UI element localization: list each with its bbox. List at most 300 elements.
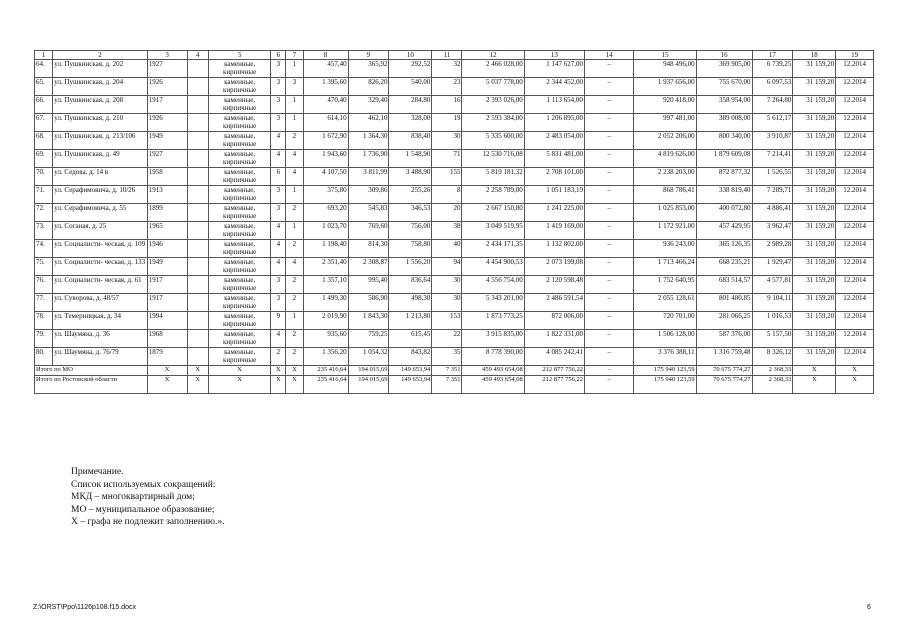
table-cell: 948 496,00 <box>634 60 696 78</box>
table-cell: 1 937 656,00 <box>634 78 696 96</box>
address-cell: ул. Шаумяна, д. 36 <box>53 330 148 348</box>
column-number-cell: 2 <box>53 51 148 60</box>
table-cell: 769,60 <box>348 222 389 240</box>
table-cell: 4 085 242,41 <box>524 348 584 366</box>
table-cell: – <box>584 294 633 312</box>
totals-cell: X <box>836 366 874 376</box>
table-cell: 1 025 853,00 <box>634 204 696 222</box>
totals-cell: 194 015,69 <box>348 366 389 376</box>
totals-cell: X <box>286 366 303 376</box>
table-cell: 1946 <box>147 240 187 258</box>
totals-label: Итого по Ростовской области <box>35 376 148 394</box>
totals-row <box>35 366 874 376</box>
table-cell: 470,40 <box>303 96 348 114</box>
column-number-cell: 8 <box>303 51 348 60</box>
table-cell: 3 376 388,11 <box>634 348 696 366</box>
table-row <box>35 114 874 132</box>
table-cell: 2 <box>286 330 303 348</box>
address-cell: ул. Шаумяна, д. 76/79 <box>53 348 148 366</box>
table-cell: 31 159,20 <box>793 132 836 150</box>
table-cell <box>187 258 208 276</box>
note-x: Х – графа не подлежит заполнению.». <box>71 517 225 527</box>
table-cell: 12.2014 <box>836 60 874 78</box>
table-cell: 615,45 <box>389 330 432 348</box>
wall-material-cell: каменные, кирпичные <box>209 222 271 240</box>
table-cell: 12.2014 <box>836 168 874 186</box>
column-number-cell: 9 <box>348 51 389 60</box>
table-cell: 71. <box>35 186 53 204</box>
table-cell: 75. <box>35 258 53 276</box>
table-cell: 1 736,90 <box>348 150 389 168</box>
table-cell <box>187 60 208 78</box>
table-cell: 995,40 <box>348 276 389 294</box>
table-cell: 284,80 <box>389 96 432 114</box>
address-cell: ул. Социалисти- ческая, д. 61 <box>53 276 148 294</box>
table-cell: 457 429,95 <box>696 222 752 240</box>
table-cell: 12.2014 <box>836 276 874 294</box>
table-cell: 67. <box>35 114 53 132</box>
table-cell <box>187 204 208 222</box>
address-cell: ул. Седова, д. 14 в <box>53 168 148 186</box>
table-row <box>35 168 874 186</box>
table-cell: 20 <box>432 204 462 222</box>
table-cell: 5 343 201,00 <box>462 294 524 312</box>
table-cell: 1927 <box>147 60 187 78</box>
table-cell: 1 929,47 <box>752 258 793 276</box>
table-row <box>35 222 874 240</box>
table-cell: 31 159,20 <box>793 204 836 222</box>
table-cell: 338 819,40 <box>696 186 752 204</box>
totals-cell: X <box>793 376 836 394</box>
table-cell: 1926 <box>147 78 187 96</box>
table-row <box>35 276 874 294</box>
totals-cell: X <box>209 366 271 376</box>
table-cell: – <box>584 276 633 294</box>
table-cell: 16 <box>432 96 462 114</box>
totals-cell: 459 493 654,08 <box>462 376 524 394</box>
address-cell: ул. Пушкинская, д. 208 <box>53 96 148 114</box>
table-cell: 4 <box>271 330 286 348</box>
table-cell: 1 556,20 <box>389 258 432 276</box>
column-number-cell: 18 <box>793 51 836 60</box>
table-cell: 1965 <box>147 222 187 240</box>
table-cell: 1949 <box>147 132 187 150</box>
table-cell: 800 340,00 <box>696 132 752 150</box>
table-cell: 1 132 802,00 <box>524 240 584 258</box>
table-cell: 6 <box>271 168 286 186</box>
totals-cell: X <box>147 376 187 394</box>
table-cell: 4 886,41 <box>752 204 793 222</box>
table-cell: 30 <box>432 132 462 150</box>
footer-file-path: Z:\ORST\Ppo\1126p108.f15.docx <box>33 604 136 611</box>
table-cell: 1 023,70 <box>303 222 348 240</box>
table-cell: 1 356,20 <box>303 348 348 366</box>
table-cell: 79. <box>35 330 53 348</box>
table-cell: 2 434 171,35 <box>462 240 524 258</box>
table-cell: 920 418,00 <box>634 96 696 114</box>
table-cell <box>187 114 208 132</box>
wall-material-cell: каменные, кирпичные <box>209 276 271 294</box>
totals-row <box>35 376 874 394</box>
table-cell <box>187 240 208 258</box>
address-cell: ул. Соганая, д. 25 <box>53 222 148 240</box>
table-cell: 66. <box>35 96 53 114</box>
table-cell: 73. <box>35 222 53 240</box>
wall-material-cell: каменные, кирпичные <box>209 258 271 276</box>
table-cell: 6 739,25 <box>752 60 793 78</box>
table-cell: 31 159,20 <box>793 114 836 132</box>
totals-cell: 149 653,94 <box>389 376 432 394</box>
table-cell: 3 <box>271 78 286 96</box>
table-cell: 9 <box>271 312 286 330</box>
table-cell: 826,20 <box>348 78 389 96</box>
table-cell: 545,83 <box>348 204 389 222</box>
totals-cell: X <box>187 376 208 394</box>
table-cell: – <box>584 132 633 150</box>
table-cell: 1917 <box>147 294 187 312</box>
table-cell: 31 159,20 <box>793 276 836 294</box>
table-cell: 755 670,00 <box>696 78 752 96</box>
table-cell: 74. <box>35 240 53 258</box>
totals-cell: 7 351 <box>432 366 462 376</box>
table-cell: 12.2014 <box>836 186 874 204</box>
table-cell: 309,86 <box>348 186 389 204</box>
column-number-cell: 17 <box>752 51 793 60</box>
table-row <box>35 96 874 114</box>
address-cell: ул. Социалисти- ческая, д. 109 <box>53 240 148 258</box>
table-cell: 12.2014 <box>836 132 874 150</box>
totals-cell: 235 416,64 <box>303 376 348 394</box>
table-cell: 12.2014 <box>836 348 874 366</box>
table-cell: – <box>584 204 633 222</box>
table-cell: 668 235,21 <box>696 258 752 276</box>
wall-material-cell: каменные, кирпичные <box>209 114 271 132</box>
table-cell: 365,92 <box>348 60 389 78</box>
table-row <box>35 78 874 96</box>
table-row <box>35 294 874 312</box>
table-cell: 3 <box>271 276 286 294</box>
column-number-cell: 14 <box>584 51 633 60</box>
table-cell: – <box>584 168 633 186</box>
table-cell: 1 213,80 <box>389 312 432 330</box>
table-cell: 872 877,32 <box>696 168 752 186</box>
table-cell: 292,52 <box>389 60 432 78</box>
table-cell: – <box>584 222 633 240</box>
table-cell <box>187 312 208 330</box>
table-row <box>35 204 874 222</box>
table-cell: 498,30 <box>389 294 432 312</box>
wall-material-cell: каменные, кирпичные <box>209 204 271 222</box>
table-cell: 3 488,90 <box>389 168 432 186</box>
table-cell: 457,40 <box>303 60 348 78</box>
table-cell: 400 072,80 <box>696 204 752 222</box>
table-cell: 40 <box>432 240 462 258</box>
table-cell: 6 097,53 <box>752 78 793 96</box>
table-cell: 1 879 609,08 <box>696 150 752 168</box>
table-cell: 5 335 600,00 <box>462 132 524 150</box>
table-cell: 1 147 627,00 <box>524 60 584 78</box>
table-cell: 3 <box>271 186 286 204</box>
table-cell: 2 <box>286 204 303 222</box>
table-cell: 1926 <box>147 114 187 132</box>
totals-cell: X <box>271 366 286 376</box>
table-cell: 3 <box>271 294 286 312</box>
table-cell: 2 073 199,08 <box>524 258 584 276</box>
table-cell: 997 481,00 <box>634 114 696 132</box>
table-cell: 2 483 054,00 <box>524 132 584 150</box>
table-cell: 1994 <box>147 312 187 330</box>
table-cell: 31 159,20 <box>793 186 836 204</box>
table-cell <box>187 330 208 348</box>
address-cell: ул. Пушкинская, д. 210 <box>53 114 148 132</box>
table-cell: 814,30 <box>348 240 389 258</box>
table-cell: 346,53 <box>389 204 432 222</box>
totals-cell: 149 653,94 <box>389 366 432 376</box>
table-cell: 328,00 <box>389 114 432 132</box>
totals-cell: – <box>584 376 633 394</box>
table-cell: 4 454 900,53 <box>462 258 524 276</box>
table-cell: 2 <box>286 294 303 312</box>
address-cell: ул. Суворова, д. 48/57 <box>53 294 148 312</box>
table-cell: 1 316 759,48 <box>696 348 752 366</box>
table-cell: 2 120 598,48 <box>524 276 584 294</box>
table-cell: 12.2014 <box>836 204 874 222</box>
table-cell: 3 <box>271 114 286 132</box>
table-cell: 31 159,20 <box>793 294 836 312</box>
wall-material-cell: каменные, кирпичные <box>209 240 271 258</box>
totals-label: Итого по МО <box>35 366 148 376</box>
table-cell: 31 159,20 <box>793 348 836 366</box>
table-cell: 4 <box>271 258 286 276</box>
table-cell: – <box>584 114 633 132</box>
column-number-cell: 3 <box>147 51 187 60</box>
table-cell: 4 556 754,00 <box>462 276 524 294</box>
table-cell: 2 593 384,00 <box>462 114 524 132</box>
table-cell: 1958 <box>147 168 187 186</box>
table-cell: 720 701,00 <box>634 312 696 330</box>
table-cell: 1 198,40 <box>303 240 348 258</box>
table-cell: – <box>584 330 633 348</box>
column-number-cell: 5 <box>209 51 271 60</box>
table-cell: 2 <box>271 348 286 366</box>
table-cell: 1 <box>286 222 303 240</box>
note-abbreviations-heading: Список используемых сокращений: <box>71 479 216 490</box>
address-cell: ул. Пушкинская, д. 204 <box>53 78 148 96</box>
table-cell: 1 822 331,00 <box>524 330 584 348</box>
totals-cell: 235 416,64 <box>303 366 348 376</box>
table-cell: 614,10 <box>303 114 348 132</box>
table-cell: 12 530 716,08 <box>462 150 524 168</box>
table-cell: 5 157,50 <box>752 330 793 348</box>
table-cell: 369 905,00 <box>696 60 752 78</box>
table-cell: 1 <box>286 186 303 204</box>
table-cell <box>187 222 208 240</box>
table-cell: 65. <box>35 78 53 96</box>
table-cell: 2 308,87 <box>348 258 389 276</box>
table-cell: – <box>584 60 633 78</box>
table-cell: 12.2014 <box>836 96 874 114</box>
table-cell: 72. <box>35 204 53 222</box>
table-cell: 8 <box>432 186 462 204</box>
wall-material-cell: каменные, кирпичные <box>209 294 271 312</box>
table-cell: 94 <box>432 258 462 276</box>
note-mo: МО – муниципальное образование; <box>71 504 215 515</box>
table-cell: – <box>584 258 633 276</box>
address-cell: ул. Пушкинская, д. 49 <box>53 150 148 168</box>
header-row <box>35 51 874 60</box>
table-cell: 1 752 640,95 <box>634 276 696 294</box>
address-cell: ул. Социалисти- ческая, д. 133 <box>53 258 148 276</box>
table-cell: 12.2014 <box>836 114 874 132</box>
wall-material-cell: каменные, кирпичные <box>209 330 271 348</box>
table-cell: 7 264,80 <box>752 96 793 114</box>
table-cell: 586,90 <box>348 294 389 312</box>
table-cell: 4 819 626,00 <box>634 150 696 168</box>
table-cell: 12.2014 <box>836 150 874 168</box>
table-cell: 756,00 <box>389 222 432 240</box>
table-cell: 255,26 <box>389 186 432 204</box>
table-cell <box>187 132 208 150</box>
table-cell: 365 126,35 <box>696 240 752 258</box>
table-row <box>35 150 874 168</box>
table-cell <box>187 294 208 312</box>
table-cell: 1 713 466,24 <box>634 258 696 276</box>
wall-material-cell: каменные, кирпичные <box>209 312 271 330</box>
wall-material-cell: каменные, кирпичные <box>209 348 271 366</box>
table-cell: 3 049 519,95 <box>462 222 524 240</box>
table-cell: 1913 <box>147 186 187 204</box>
address-cell: ул. Серафимовича, д. 10/26 <box>53 186 148 204</box>
table-cell: 329,40 <box>348 96 389 114</box>
table-cell: 3 <box>271 96 286 114</box>
table-cell: 5 819 181,32 <box>462 168 524 186</box>
table-cell: 1 206 895,00 <box>524 114 584 132</box>
table-cell: 1 054,32 <box>348 348 389 366</box>
table-cell: 31 159,20 <box>793 222 836 240</box>
table-cell: 69. <box>35 150 53 168</box>
table-cell: 2 466 028,00 <box>462 60 524 78</box>
table-cell: 5 831 481,00 <box>524 150 584 168</box>
table-cell: 70. <box>35 168 53 186</box>
table-cell: 1 499,30 <box>303 294 348 312</box>
column-number-cell: 16 <box>696 51 752 60</box>
address-cell: ул. Пушкинская, д. 202 <box>53 60 148 78</box>
table-cell: 30 <box>432 276 462 294</box>
table-cell: 19 <box>432 114 462 132</box>
table-row <box>35 312 874 330</box>
table-cell: 587 376,00 <box>696 330 752 348</box>
table-cell: 31 159,20 <box>793 312 836 330</box>
table-cell: 3 915 835,00 <box>462 330 524 348</box>
table-cell: – <box>584 348 633 366</box>
table-cell: 38 <box>432 222 462 240</box>
table-cell: 9 104,11 <box>752 294 793 312</box>
table-cell: 540,00 <box>389 78 432 96</box>
table-cell: 80. <box>35 348 53 366</box>
table-cell: 1 <box>286 96 303 114</box>
column-number-cell: 15 <box>634 51 696 60</box>
table-row <box>35 258 874 276</box>
table-cell: 4 577,81 <box>752 276 793 294</box>
table-cell: 12.2014 <box>836 312 874 330</box>
table-cell: 1927 <box>147 150 187 168</box>
table-cell: 2 055 128,61 <box>634 294 696 312</box>
table-cell: 155 <box>432 168 462 186</box>
table-cell: 31 159,20 <box>793 330 836 348</box>
table-cell: 1917 <box>147 276 187 294</box>
totals-cell: X <box>793 366 836 376</box>
table-cell: – <box>584 186 633 204</box>
table-row <box>35 330 874 348</box>
table-cell: 12.2014 <box>836 78 874 96</box>
wall-material-cell: каменные, кирпичные <box>209 168 271 186</box>
totals-cell: X <box>209 376 271 394</box>
table-cell: 4 <box>286 258 303 276</box>
table-cell: 8 326,12 <box>752 348 793 366</box>
totals-cell: 70 675 774,27 <box>696 366 752 376</box>
wall-material-cell: каменные, кирпичные <box>209 132 271 150</box>
table-cell <box>187 168 208 186</box>
table-cell: 1 364,30 <box>348 132 389 150</box>
table-cell: 32 <box>432 60 462 78</box>
table-cell: 2 989,28 <box>752 240 793 258</box>
column-number-cell: 7 <box>286 51 303 60</box>
table-cell: 3 910,87 <box>752 132 793 150</box>
table-cell: 31 159,20 <box>793 60 836 78</box>
totals-cell: X <box>286 376 303 394</box>
column-number-cell: 12 <box>462 51 524 60</box>
table-cell: 759,25 <box>348 330 389 348</box>
table-cell: 5 612,17 <box>752 114 793 132</box>
table-cell: 843,82 <box>389 348 432 366</box>
wall-material-cell: каменные, кирпичные <box>209 150 271 168</box>
table-cell: 2 344 452,00 <box>524 78 584 96</box>
table-cell <box>187 78 208 96</box>
table-cell: 389 008,00 <box>696 114 752 132</box>
table-cell: 1 395,60 <box>303 78 348 96</box>
table-cell: 1917 <box>147 96 187 114</box>
table-cell: 683 514,57 <box>696 276 752 294</box>
address-cell: ул. Темерницкая, д. 34 <box>53 312 148 330</box>
table-cell: 375,80 <box>303 186 348 204</box>
table-cell: 2 <box>286 348 303 366</box>
table-cell <box>187 150 208 168</box>
column-number-cell: 4 <box>187 51 208 60</box>
housing-table <box>34 50 874 394</box>
table-cell: – <box>584 240 633 258</box>
table-cell: 4 <box>286 150 303 168</box>
table-cell <box>187 276 208 294</box>
table-cell: 1879 <box>147 348 187 366</box>
table-cell: 7 214,41 <box>752 150 793 168</box>
table-cell: 7 289,71 <box>752 186 793 204</box>
table-cell: 3 <box>271 60 286 78</box>
totals-cell: X <box>187 366 208 376</box>
table-cell: 31 159,20 <box>793 78 836 96</box>
totals-cell: 2 368,33 <box>752 376 793 394</box>
table-cell: 64. <box>35 60 53 78</box>
table-cell: 1 672,90 <box>303 132 348 150</box>
table-cell: 872 006,00 <box>524 312 584 330</box>
table-cell: 838,40 <box>389 132 432 150</box>
table-cell: 30 <box>432 294 462 312</box>
column-number-cell: 1 <box>35 51 53 60</box>
table-cell: 358 954,00 <box>696 96 752 114</box>
table-cell: 76. <box>35 276 53 294</box>
table-cell: 1 113 654,00 <box>524 96 584 114</box>
table-cell: 2 258 789,00 <box>462 186 524 204</box>
table-cell: 2 393 026,00 <box>462 96 524 114</box>
